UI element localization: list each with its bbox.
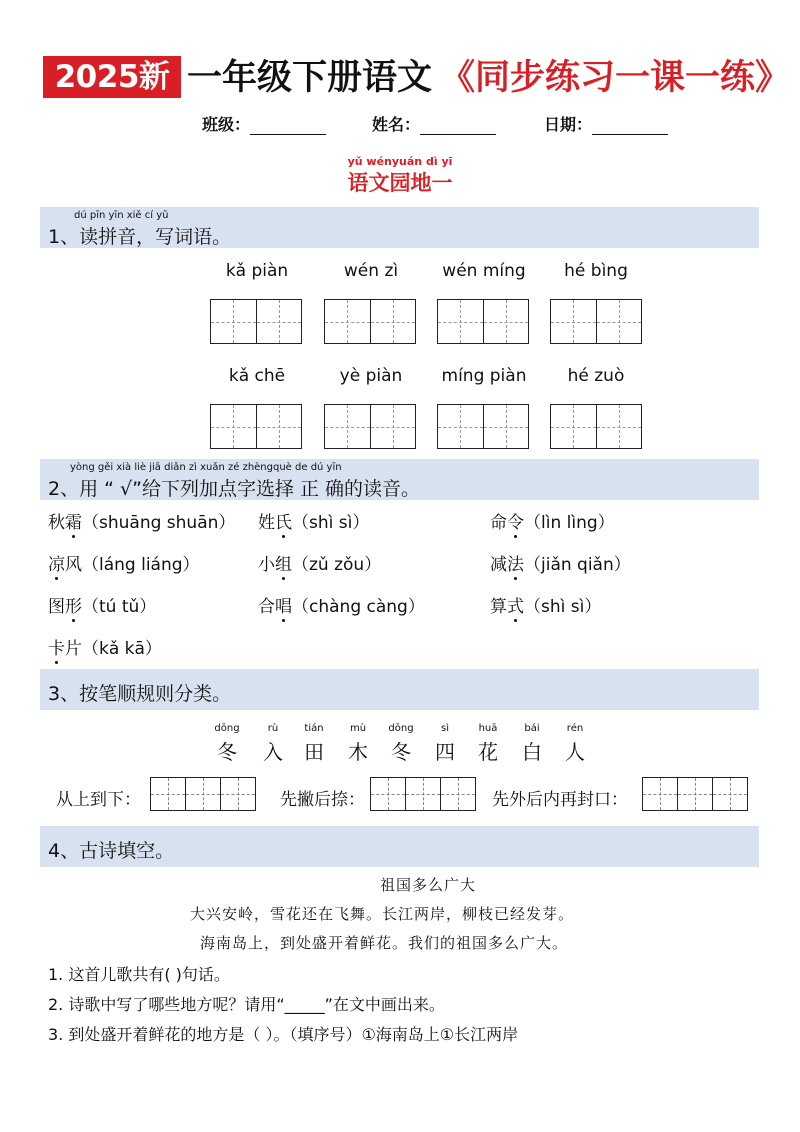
section-3-title: 3、按笔顺规则分类。 — [48, 683, 232, 705]
stroke-char: 田 — [304, 740, 324, 764]
poem-title: 祖国多么广大 — [380, 876, 477, 894]
class-label: 班级： — [202, 115, 251, 134]
reading-choice[interactable]: 算式（shì sì） — [490, 592, 601, 617]
writing-box[interactable] — [210, 404, 302, 449]
question-1[interactable]: 1. 这首儿歌共有( )句话。 — [48, 965, 230, 984]
pinyin-word: hé bìng — [564, 261, 628, 281]
char-pinyin: dōng — [214, 723, 240, 734]
reading-choice[interactable]: 命令（lìn lìng） — [490, 508, 615, 533]
char-pinyin: rén — [566, 723, 584, 734]
section-2-title: 2、用 “ √”给下列加点字选择 正 确的读音。 — [48, 478, 421, 500]
char-pinyin: mù — [349, 723, 367, 734]
writing-box[interactable] — [324, 299, 416, 344]
pinyin-word: kǎ chē — [228, 366, 286, 386]
category-boxes-outside-inside[interactable] — [642, 777, 748, 811]
stroke-char: 人 — [565, 740, 585, 764]
section-1-title: 1、读拼音，写词语。 — [48, 226, 232, 248]
name-field — [372, 112, 496, 135]
char-pinyin: rù — [267, 723, 279, 734]
char-pinyin: sì — [441, 723, 449, 734]
writing-box[interactable] — [324, 404, 416, 449]
stroke-char: 冬 — [217, 740, 237, 764]
date-label: 日期： — [544, 115, 593, 134]
category-boxes-pie-na[interactable] — [370, 777, 476, 811]
stroke-char: 花 — [478, 740, 498, 764]
year-badge: 2025新 — [43, 56, 181, 98]
pinyin-word: kǎ piàn — [225, 261, 289, 281]
category-label-pie-na: 先撇后捺： — [280, 790, 365, 810]
reading-choice[interactable]: 秋霜（shuāng shuān） — [48, 508, 235, 533]
poem-line: 海南岛上，到处盛开着鲜花。我们的祖国多么广大。 — [200, 934, 569, 952]
class-blank[interactable] — [250, 116, 326, 135]
question-3[interactable]: 3. 到处盛开着鲜花的地方是（ ）。（填序号）①海南岛上①长江两岸 — [48, 1025, 519, 1044]
stroke-char: 白 — [522, 740, 542, 764]
stroke-char: 冬 — [391, 740, 411, 764]
writing-box[interactable] — [550, 299, 642, 344]
char-pinyin: bái — [524, 723, 540, 734]
reading-choice[interactable]: 减法（jiǎn qiǎn） — [490, 550, 631, 575]
char-pinyin: huā — [478, 723, 498, 734]
poem-line: 大兴安岭，雪花还在飞舞。长江两岸，柳枝已经发芽。 — [190, 905, 575, 923]
section-1-pinyin-hint: dú pīn yīn xiě cí yǔ — [74, 210, 169, 221]
pinyin-word: wén zì — [343, 261, 399, 281]
category-boxes-top-bottom[interactable] — [150, 777, 256, 811]
reading-choice[interactable]: 图形（tú tǔ） — [48, 592, 156, 617]
writing-box[interactable] — [437, 404, 529, 449]
date-blank[interactable] — [592, 116, 668, 135]
section-4-title: 4、古诗填空。 — [48, 840, 175, 862]
char-pinyin: dōng — [388, 723, 414, 734]
name-blank[interactable] — [420, 116, 496, 135]
stroke-char: 四 — [435, 740, 455, 764]
char-pinyin: tián — [304, 723, 324, 734]
reading-choice[interactable]: 卡片（kǎ kā） — [48, 634, 162, 659]
pinyin-word: hé zuò — [567, 366, 625, 386]
writing-box[interactable] — [210, 299, 302, 344]
lesson-title: 语文园地一 — [347, 171, 453, 195]
name-label: 姓名： — [372, 115, 421, 134]
date-field — [544, 112, 668, 135]
section-2-pinyin-hint: yòng gěi xià liè jiā diǎn zì xuǎn zé zhèngquè de dú yīn — [70, 462, 342, 473]
pinyin-word: míng piàn — [441, 366, 527, 386]
reading-choice[interactable]: 小组（zǔ zǒu） — [258, 550, 381, 575]
reading-choice[interactable]: 姓氏（shì sì） — [258, 508, 369, 533]
stroke-char: 木 — [348, 740, 368, 764]
reading-choice[interactable]: 凉风（láng liáng） — [48, 550, 200, 575]
stroke-char: 入 — [263, 740, 283, 764]
writing-box[interactable] — [550, 404, 642, 449]
lesson-pinyin: yǔ wényuán dì yī — [347, 155, 453, 168]
class-field — [202, 112, 326, 135]
pinyin-word: wén míng — [442, 261, 526, 281]
worksheet-title: 一年级下册语文 — [187, 58, 433, 98]
pinyin-word: yè piàn — [339, 366, 403, 386]
worksheet-subtitle: 《同步练习一课一练》 — [440, 58, 791, 98]
writing-box[interactable] — [437, 299, 529, 344]
category-label-top-bottom: 从上到下： — [56, 790, 141, 810]
question-2[interactable]: 2. 诗歌中写了哪些地方呢？请用“_____”在文中画出来。 — [48, 995, 445, 1014]
category-label-outside-inside: 先外后内再封口： — [492, 790, 628, 810]
reading-choice[interactable]: 合唱（chàng càng） — [258, 592, 425, 617]
